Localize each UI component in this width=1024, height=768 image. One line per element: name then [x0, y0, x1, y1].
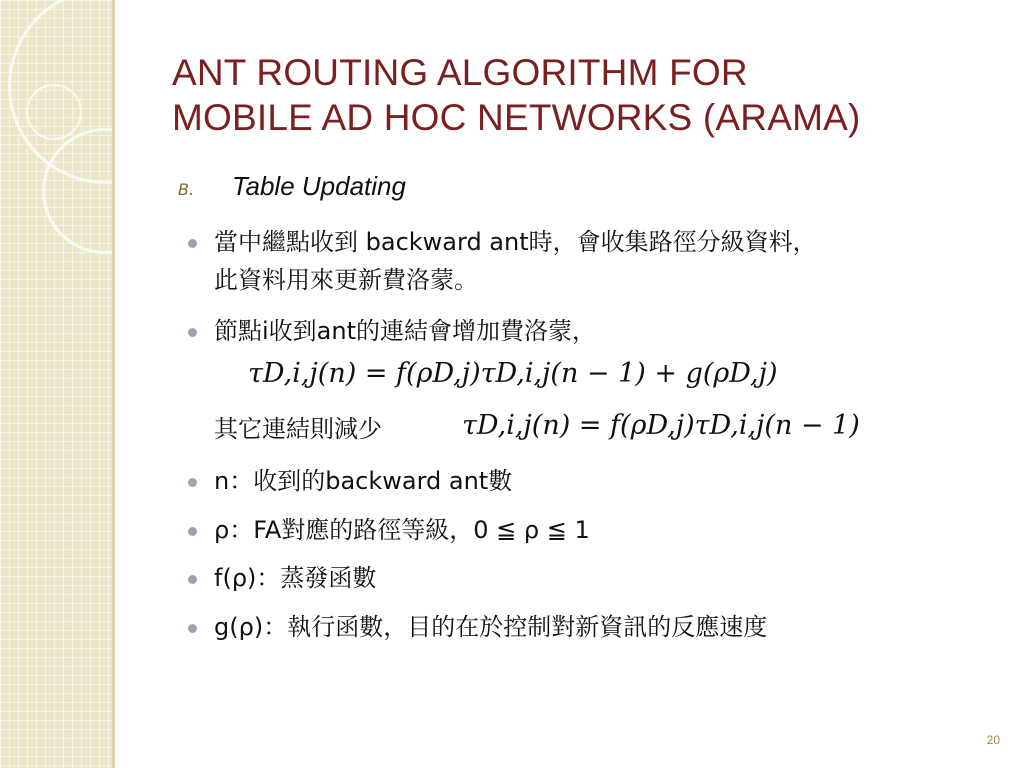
bullet-line: ρ：FA對應的路徑等級，0 ≦ ρ ≦ 1 [214, 516, 590, 544]
bullet-item [188, 559, 376, 597]
bullet-line: g(ρ)：執行函數，目的在於控制對新資訊的反應速度 [214, 613, 768, 641]
bullet-line: 此資料用來更新費洛蒙。 [214, 266, 478, 294]
decorative-sidebar [0, 0, 112, 768]
bullet-dot-icon [188, 527, 197, 536]
bullet-line: f(ρ)：蒸發函數 [214, 564, 377, 592]
bullet-line: 當中繼點收到 backward ant時，會收集路徑分級資料， [214, 228, 817, 256]
bullet-item [188, 608, 767, 646]
bullet-item [188, 223, 817, 299]
bullet-item [188, 511, 590, 549]
page-number: 20 [986, 733, 1000, 747]
title-line-1: ANT ROUTING ALGORITHM FOR [172, 52, 748, 93]
sidebar-edge [112, 0, 115, 768]
other-links-text: 其它連結則減少 [214, 415, 382, 443]
subheading-text: Table Updating [232, 171, 406, 201]
bullet-line: n：收到的backward ant數 [214, 467, 513, 495]
bullet-content [214, 223, 817, 299]
subheading-marker: B. [178, 180, 195, 199]
bullet-item [188, 462, 512, 500]
bullet-dot-icon [188, 624, 197, 633]
bullet-dot-icon [188, 575, 197, 584]
decor-circle-small [26, 84, 82, 140]
bullet-line: 節點i收到ant的連結會增加費洛蒙， [214, 317, 596, 345]
bullet-item [188, 312, 596, 350]
equation-decrease: τD,i,j(n) = f(ρD,j)τD,i,j(n − 1) [462, 410, 860, 441]
bullet-dot-icon [188, 328, 197, 337]
bullet-dot-icon [188, 239, 197, 248]
title-line-2: MOBILE AD HOC NETWORKS (ARAMA) [172, 97, 861, 138]
subheading [178, 171, 406, 202]
equation-increase: τD,i,j(n) = f(ρD,j)τD,i,j(n − 1) + g(ρD,j) [248, 358, 778, 389]
slide-title [172, 50, 992, 140]
bullet-dot-icon [188, 478, 197, 487]
